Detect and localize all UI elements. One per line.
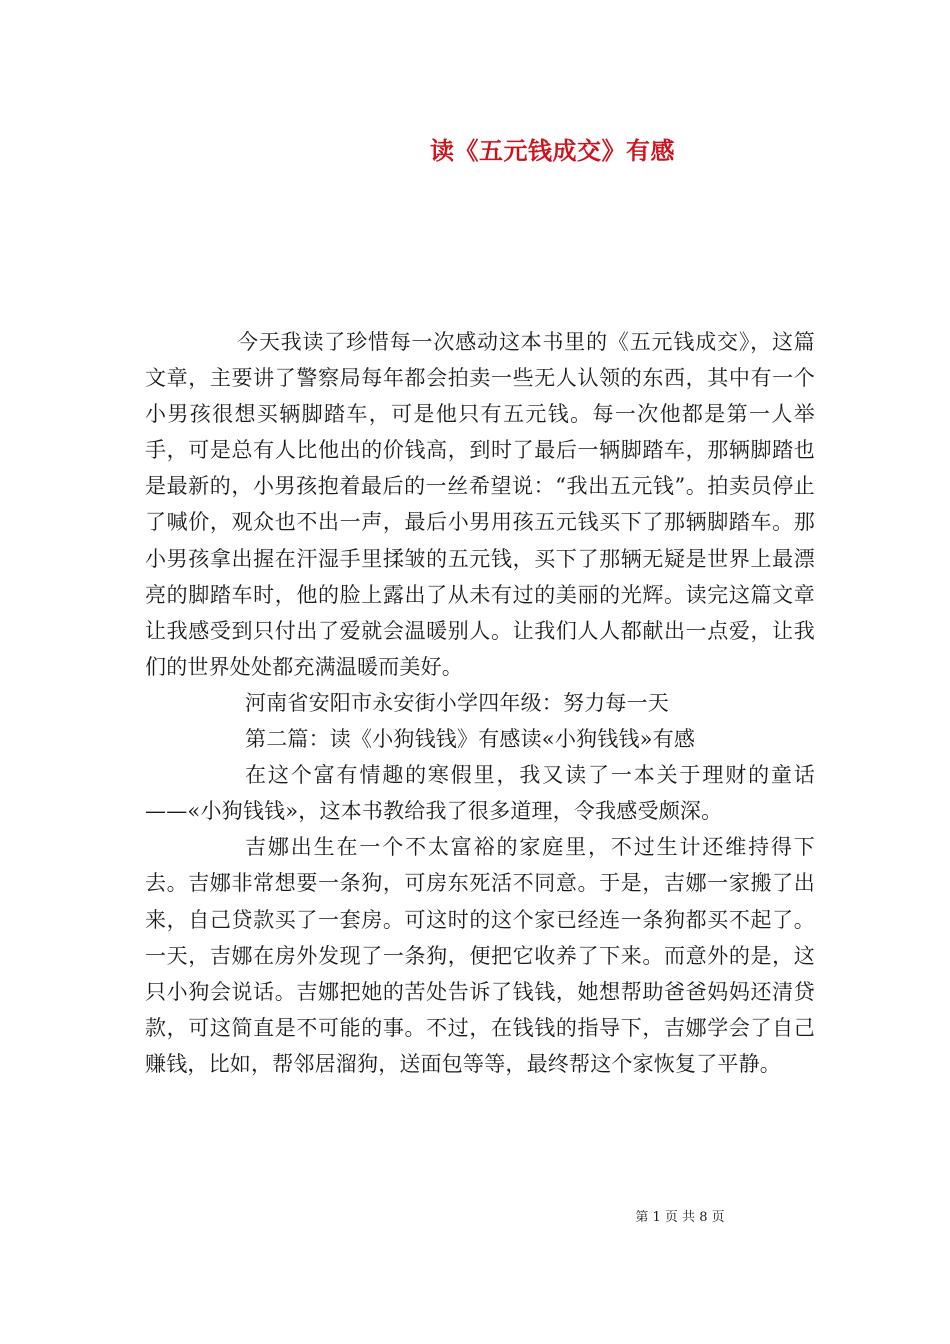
- paragraph-author: 河南省安阳市永安街小学四年级：努力每一天: [245, 690, 669, 715]
- page-footer: 第 1 页 共 8 页: [635, 1210, 725, 1225]
- paragraph-1: 今天我读了珍惜每一次感动这本书里的《五元钱成交》，这篇文章，主要讲了警察局每年都会拍卖一些无人认领的东西，其中有一个小男孩很想买辆脚踏车，可是他只有五元钱。每一次他都是第一人举手，可是总有人比他出的价钱高，到时了最后一辆脚踏车，那辆脚踏也是最新的，小男孩抱着最后的一丝希望说：“我出五元钱”。拍卖员停止了喊价，观众也不出一声，最后小男用孩五元钱买下了那辆脚踏车。那小男孩拿出握在汗湿手里揉皱的五元钱，买下了那辆无疑是世界上最漂亮的脚踏车时，他的脸上露出了从未有过的美丽的光辉。读完这篇文章让我感受到只付出了爱就会温暖别人。让我们人人都献出一点爱，让我们的世界处处都充满温暖而美好。: [145, 330, 815, 679]
- document-title: 读《五元钱成交》有感: [430, 136, 675, 165]
- paragraph-4: 吉娜出生在一个不太富裕的家庭里，不过生计还维持得下去。吉娜非常想要一条狗，可房东死活不同意。于是，吉娜一家搬了出来，自己贷款买了一套房。可这时的这个家已经连一条狗都买不起了。一天，吉娜在房外发现了一条狗，便把它收养了下来。而意外的是，这只小狗会说话。吉娜把她的苦处告诉了钱钱，她想帮助爸爸妈妈还清贷款，可这简直是不可能的事。不过，在钱钱的指导下，吉娜学会了自己赚钱，比如，帮邻居溜狗，送面包等等，最终帮这个家恢复了平静。: [145, 835, 815, 1076]
- paragraph-heading-2: 第二篇：读《小狗钱钱》有感读«小狗钱钱»有感: [245, 727, 696, 752]
- paragraph-3: 在这个富有情趣的寒假里，我又读了一本关于理财的童话——«小狗钱钱»，这本书教给我了很多道理，令我感受颇深。: [145, 763, 815, 824]
- document-body: [145, 324, 815, 1082]
